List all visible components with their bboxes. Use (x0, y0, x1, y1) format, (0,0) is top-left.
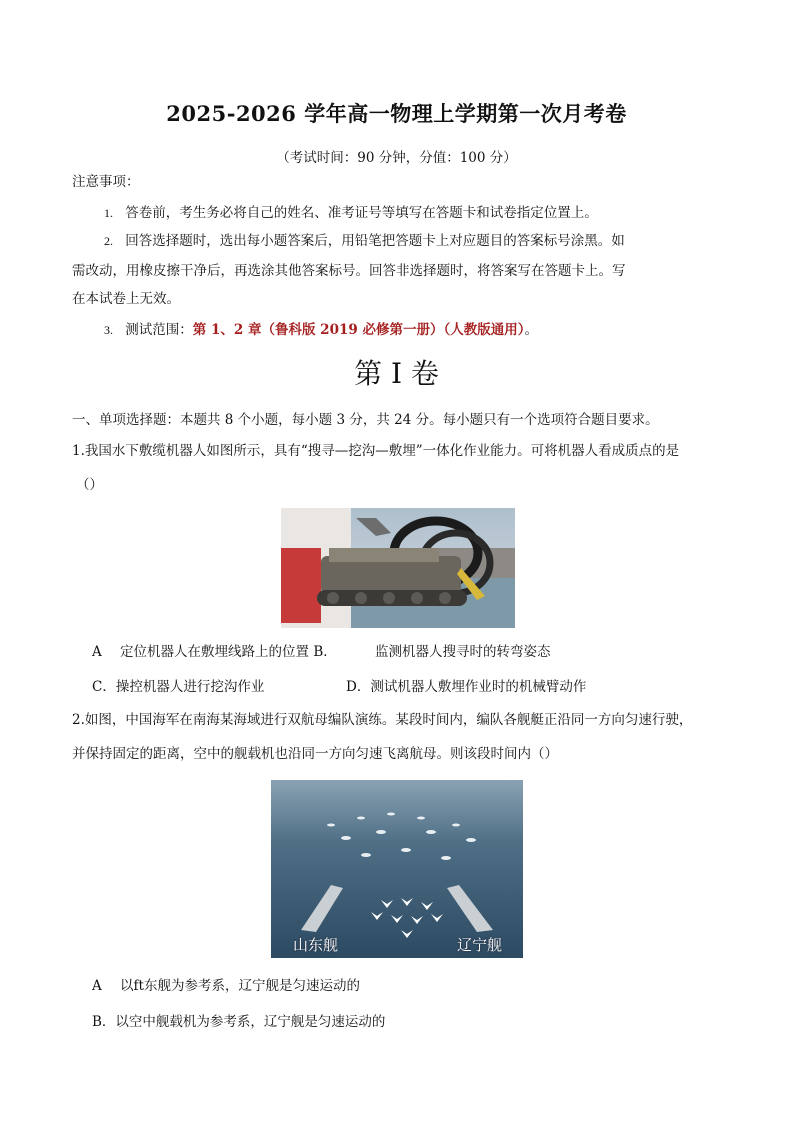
test-scope: 第 1、2 章（鲁科版 2019 必修第一册）（人教版通用） (192, 322, 525, 338)
note-2-text-line3: 在本试卷上无效。 (72, 291, 180, 307)
q1-option-a-letter: A (92, 644, 102, 660)
note-2-text-line2: 需改动，用橡皮擦干净后，再选涂其他答案标号。回答非选择题时，将答案写在答题卡上。写 (72, 263, 626, 279)
note-item-2-line1 (104, 232, 625, 250)
note-item-1 (104, 204, 598, 222)
q1-option-a-text: 定位机器人在敷埋线路上的位置 B． (120, 644, 337, 660)
note-item-3 (104, 321, 538, 339)
note-2-number: 2. (104, 234, 113, 248)
q1-stem-line1: 1.我国水下敷缆机器人如图所示，具有“搜寻—挖沟—敷埋”一体化作业能力。可将机器人看成质点的是 (72, 443, 680, 459)
exam-subtitle: （考试时间：90 分钟，分值：100 分） (276, 150, 517, 166)
caption-shandong: 山东舰 (293, 936, 339, 954)
q2-option-b[interactable]: B．以空中舰载机为参考系，辽宁舰是匀速运动的 (92, 1014, 386, 1030)
q2-option-a-letter: A (92, 978, 102, 994)
q2-option-a[interactable] (92, 977, 360, 995)
q1-option-a[interactable] (92, 643, 337, 661)
q1-option-c[interactable]: C．操控机器人进行挖沟作业 (92, 679, 265, 695)
q1-option-b[interactable]: 监测机器人搜寻时的转弯姿态 (375, 644, 551, 660)
section-heading: 一、单项选择题：本题共 8 个小题，每小题 3 分，共 24 分。每小题只有一个选项符合题目要求。 (72, 412, 659, 428)
note-3-end: 。 (524, 322, 538, 338)
note-3-number: 3. (104, 323, 113, 337)
volume-heading: 第 I 卷 (354, 357, 439, 390)
q2-stem-line1: 2.如图，中国海军在南海某海域进行双航母编队演练。某段时间内，编队各舰艇正沿同一方向匀速行驶， (72, 712, 693, 728)
robot-photo (281, 508, 515, 628)
q2-stem-line2: 并保持固定的距离，空中的舰载机也沿同一方向匀速飞离航母。则该段时间内（） (72, 746, 558, 762)
note-2-text-line1: 回答选择题时，选出每小题答案后，用铅笔把答题卡上对应题目的答案标号涂黑。如 (125, 233, 625, 249)
q1-stem-line2: （） (76, 477, 103, 493)
note-1-text: 答卷前，考生务必将自己的姓名、准考证号等填写在答题卡和试卷指定位置上。 (125, 205, 598, 221)
notes-heading: 注意事项： (72, 174, 140, 190)
note-3-prefix: 测试范围： (125, 322, 193, 338)
note-1-number: 1. (104, 206, 113, 220)
q1-option-d[interactable]: D．测试机器人敷埋作业时的机械臂动作 (346, 679, 587, 695)
caption-liaoning: 辽宁舰 (457, 936, 503, 954)
q2-option-a-text: 以ft东舰为参考系，辽宁舰是匀速运动的 (120, 978, 360, 994)
carrier-photo (271, 780, 523, 958)
exam-title: 2025-2026 学年高一物理上学期第一次月考卷 (166, 101, 627, 126)
